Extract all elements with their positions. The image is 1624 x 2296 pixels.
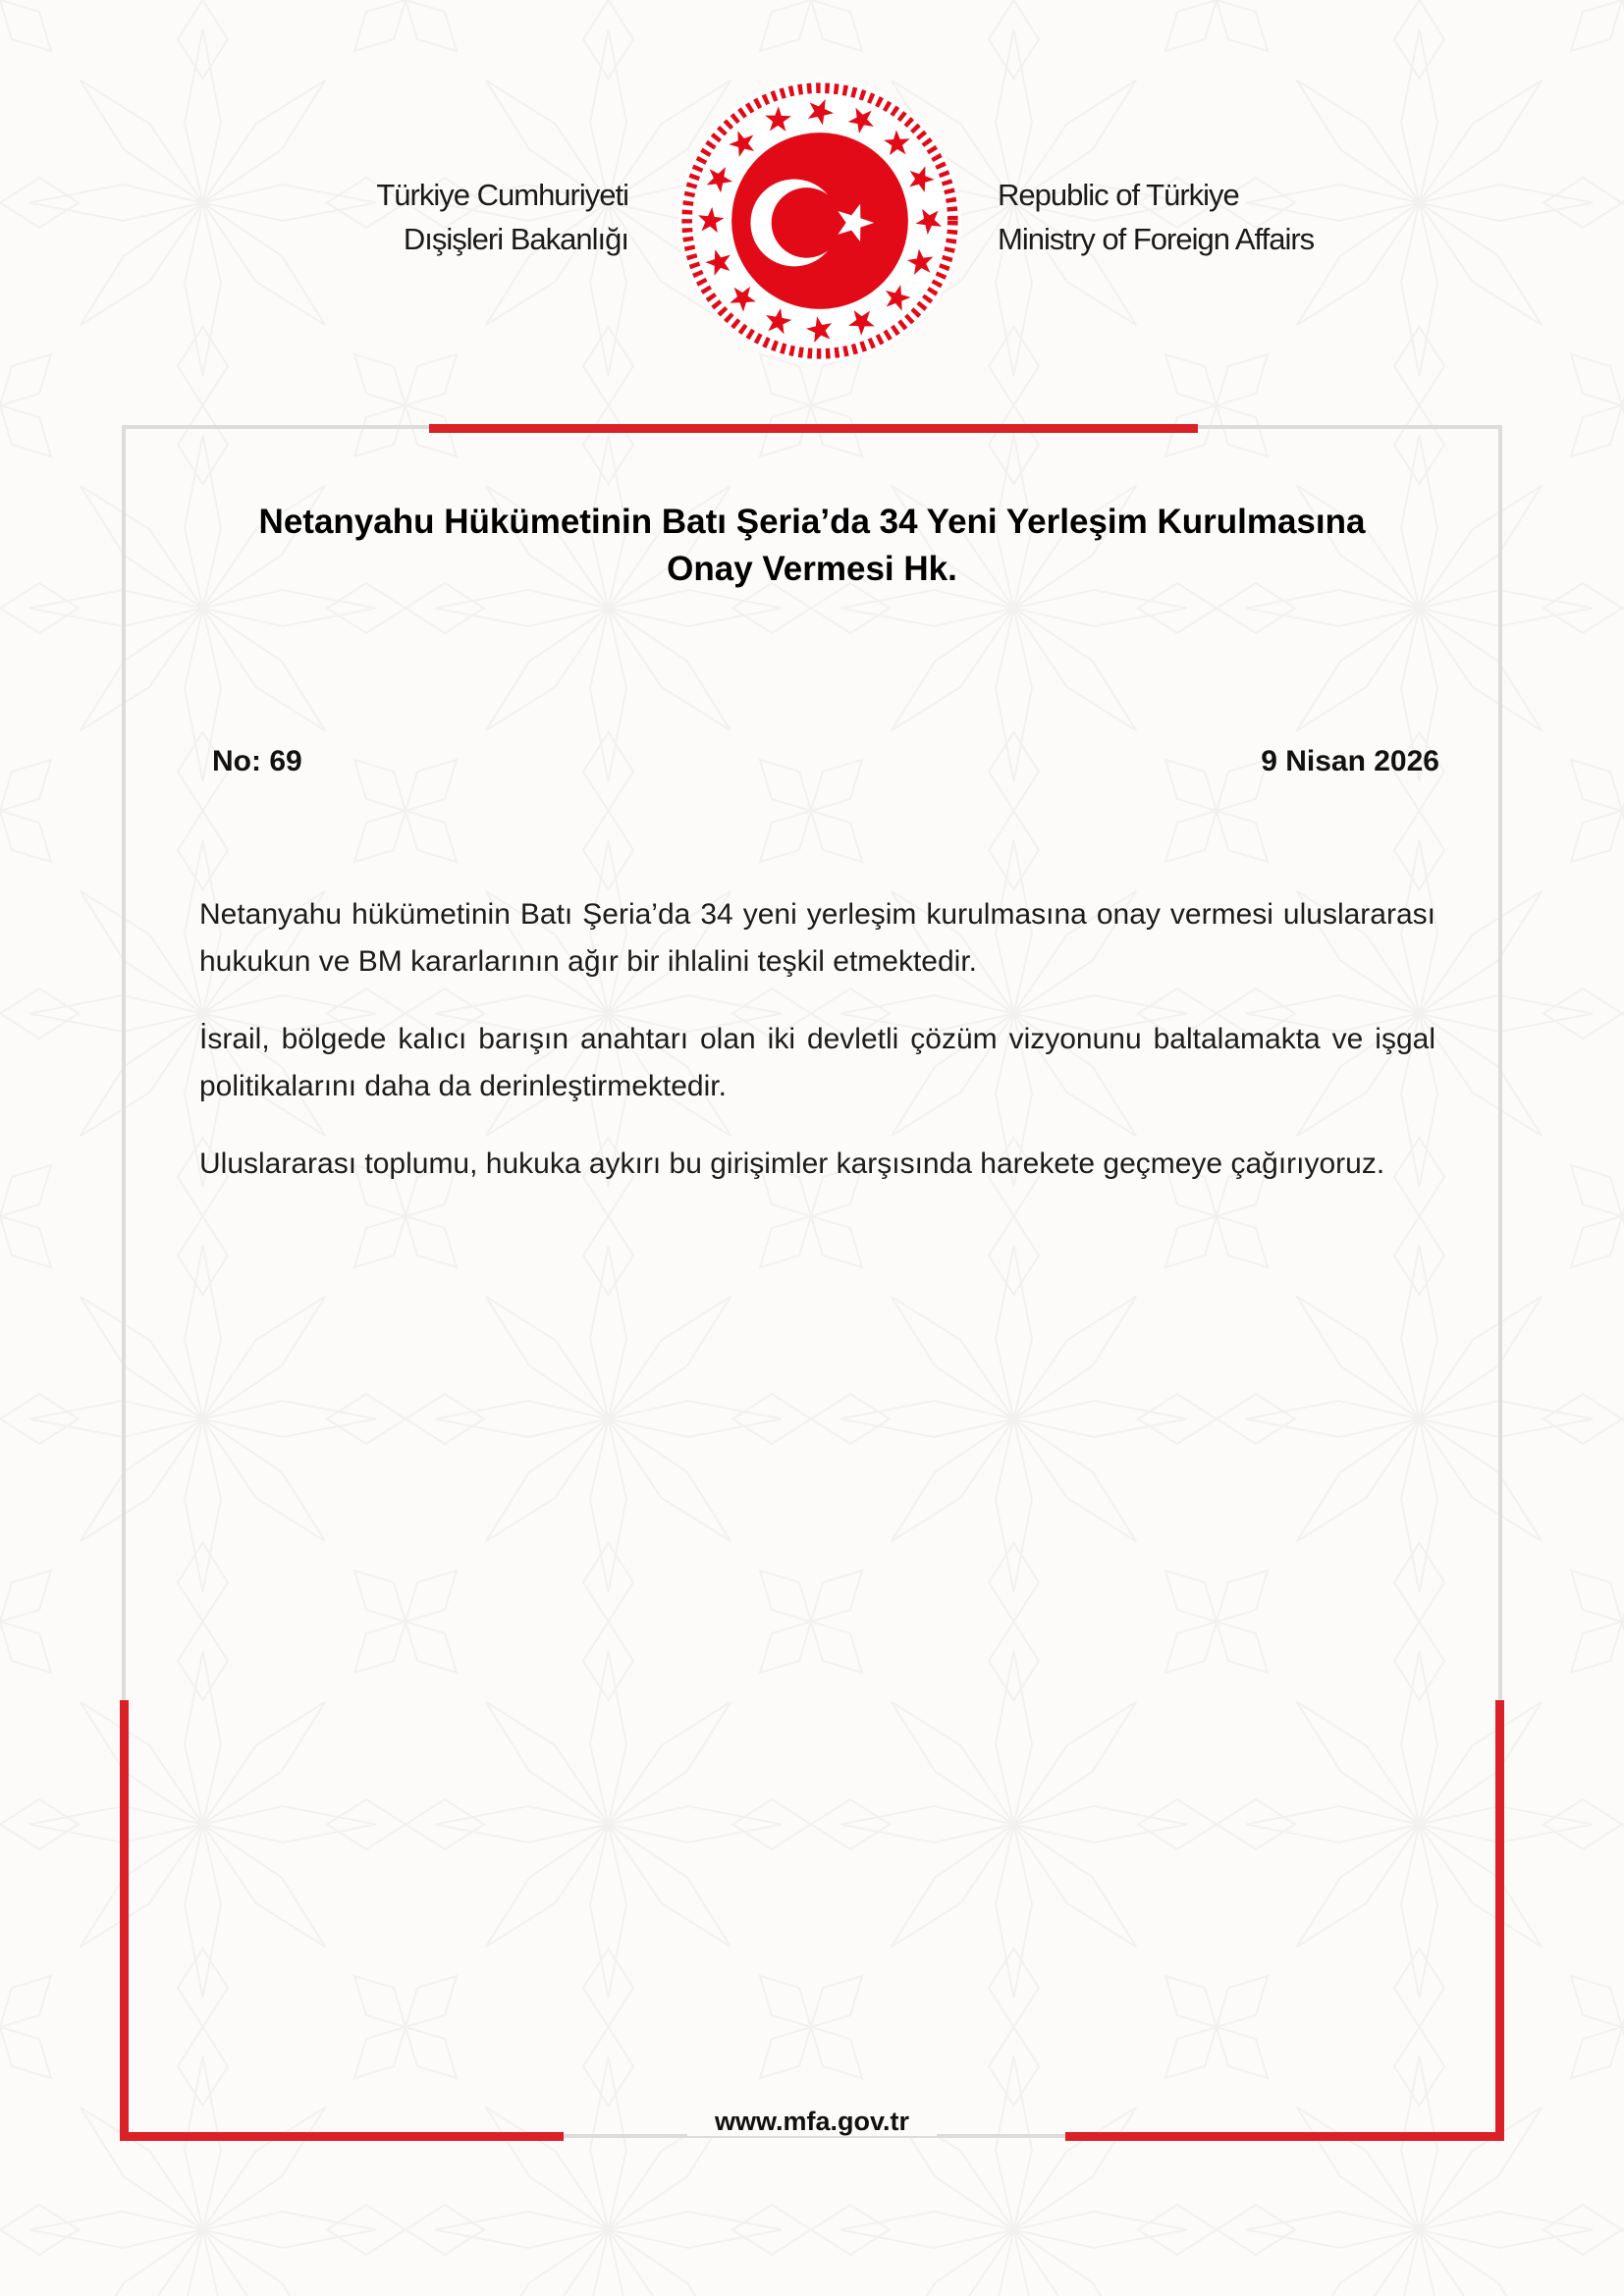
ministry-name-english (998, 173, 1314, 261)
document-meta (212, 742, 1439, 781)
paragraph-3: Uluslararası toplumu, hukuka aykırı bu girişimler karşısında harekete geçmeye çağırıyoruz. (199, 1148, 1385, 1180)
document-title-line2: Onay Vermesi Hk. (667, 550, 957, 588)
ministry-name-turkish-line2: Dışişleri Bakanlığı (403, 222, 628, 256)
crescent-inner-cut (772, 187, 842, 258)
document-body (199, 891, 1435, 1218)
frame-left-line (122, 425, 126, 1701)
title-accent-bar (429, 424, 1198, 433)
document-number: No: 69 (212, 745, 302, 777)
ministry-name-english-line1: Republic of Türkiye (998, 178, 1239, 212)
document-title-line1: Netanyahu Hükümetinin Batı Şeria’da 34 Yeni Yerleşim Kurulmasına (258, 503, 1366, 541)
ministry-name-turkish (376, 173, 628, 261)
website-label: www.mfa.gov.tr (687, 2107, 937, 2136)
paragraph-2: İsrail, bölgede kalıcı barışın anahtarı olan iki devletli çözüm vizyonunu baltalamakta ve işgal politikalarını daha da derinleştirmektedir. (199, 1023, 1435, 1102)
document-title (193, 499, 1431, 593)
mfa-emblem (677, 79, 962, 363)
paragraph-1: Netanyahu hükümetinin Batı Şeria’da 34 yeni yerleşim kurulmasına onay vermesi uluslararası hukukun ve BM kararlarının ağır bir ihlalini teşkil etmektedir. (199, 898, 1435, 978)
bracket-bottom-left-vertical (120, 1700, 129, 2141)
ministry-name-english-line2: Ministry of Foreign Affairs (998, 222, 1315, 256)
ministry-name-turkish-line1: Türkiye Cumhuriyeti (376, 178, 628, 212)
document-date: 9 Nisan 2026 (1261, 745, 1439, 777)
footer (0, 2107, 1624, 2137)
bracket-bottom-right-vertical (1495, 1700, 1504, 2141)
frame-right-line (1498, 425, 1502, 1701)
